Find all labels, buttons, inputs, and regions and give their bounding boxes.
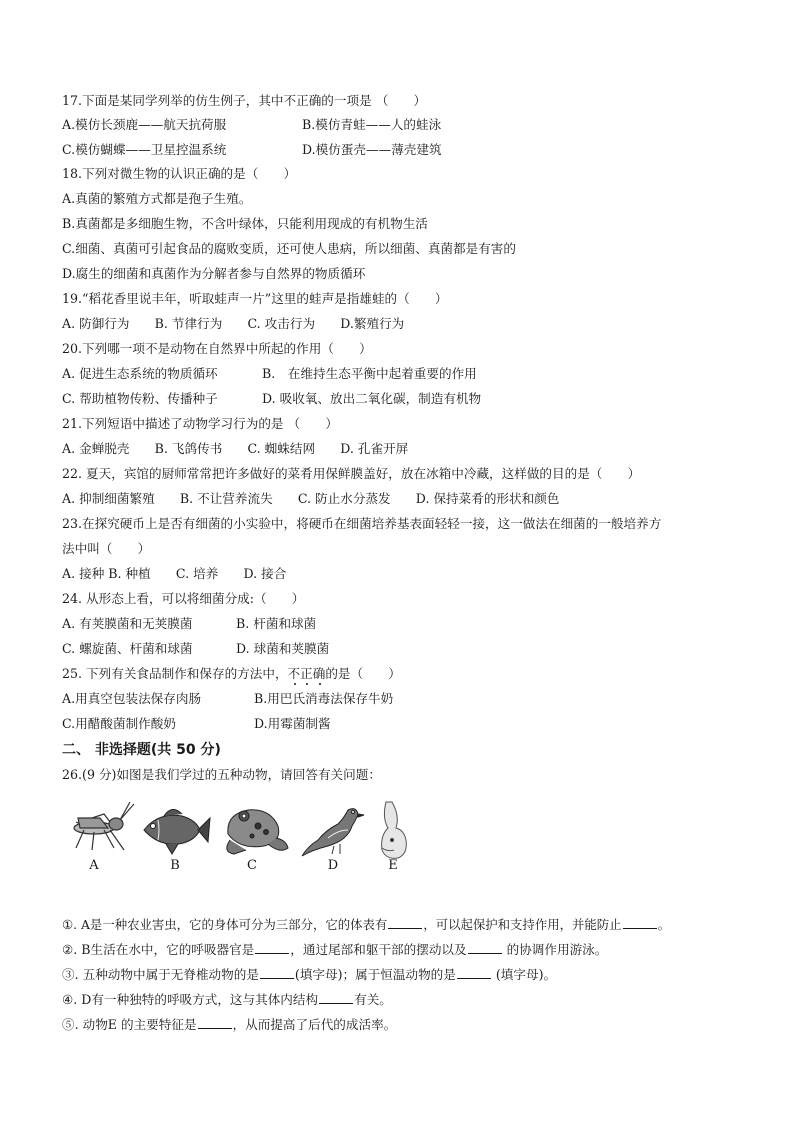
q18-option-d: D.腐生的细菌和真菌作为分解者参与自然界的物质循环 — [62, 266, 366, 281]
q20-stem: 20.下列哪一项不是动物在自然界中所起的作用（ ） — [62, 341, 372, 356]
q26-s4-text-a: ④. D有一种独特的呼吸方式，这与其体内结构 — [62, 992, 319, 1007]
answer-blank[interactable] — [255, 941, 289, 954]
rabbit-figure — [376, 800, 412, 862]
q25-stem-post: 的是（ ） — [325, 666, 401, 681]
q26-stem: 26.(9 分)如图是我们学过的五种动物，请回答有关问题： — [62, 767, 381, 782]
q24-option-a: A. 有荚膜菌和无荚膜菌 — [62, 616, 193, 631]
q26-s2-text-b: ，通过尾部和躯干部的摆动以及 — [290, 942, 467, 957]
answer-blank[interactable] — [198, 1016, 232, 1029]
q25-option-b: B.用巴氏消毒法保存牛奶 — [254, 691, 394, 706]
answer-blank[interactable] — [457, 966, 491, 979]
animal-label-a: A — [89, 858, 99, 873]
q26-subquestion-2 — [62, 941, 607, 959]
animal-label-b: B — [170, 858, 180, 873]
q26-subquestion-5 — [62, 1016, 396, 1034]
q26-s3-text-c: (填字母)。 — [491, 967, 557, 982]
q17-option-b: B.模仿青蛙——人的蛙泳 — [302, 117, 442, 132]
q26-s3-text-b: (填字母)；属于恒温动物的是 — [294, 967, 456, 982]
q23-options: A. 接种 B. 种植 C. 培养 D. 接合 — [62, 566, 287, 581]
q18-stem: 18.下列对微生物的认识正确的是（ ） — [62, 166, 297, 181]
q24-option-c: C. 螺旋菌、杆菌和球菌 — [62, 641, 193, 656]
pigeon-figure — [298, 800, 370, 862]
q26-s1-text-c: 。 — [657, 917, 670, 932]
q26-s3-text-a: ③. 五种动物中属于无脊椎动物的是 — [62, 967, 259, 982]
q17-option-a: A.模仿长颈鹿——航天抗荷服 — [62, 117, 227, 132]
q26-s2-text-c: 的协调作用游泳。 — [502, 942, 608, 957]
q26-s4-text-b: 有关。 — [354, 992, 392, 1007]
q18-option-a: A.真菌的繁殖方式都是孢子生殖。 — [62, 191, 252, 206]
q23-stem-line2: 法中叫（ ） — [62, 541, 151, 556]
q22-options: A. 抑制细菌繁殖 B. 不让营养流失 C. 防止水分蒸发 D. 保持菜肴的形状和颜色 — [62, 491, 560, 506]
q20-option-a: A. 促进生态系统的物质循环 — [62, 366, 218, 381]
q21-options: A. 金蝉脱壳 B. 飞鸽传书 C. 蜘蛛结网 D. 孔雀开屏 — [62, 441, 409, 456]
animal-label-d: D — [327, 858, 339, 873]
answer-blank[interactable] — [319, 991, 353, 1004]
q26-s5-text-a: ⑤. 动物E 的主要特征是 — [62, 1017, 197, 1032]
answer-blank[interactable] — [260, 966, 294, 979]
fish-figure — [138, 800, 212, 858]
q17-option-c: C.模仿蝴蝶——卫星控温系统 — [62, 142, 227, 157]
q22-stem: 22. 夏天，宾馆的厨师常常把许多做好的菜肴用保鲜膜盖好，放在冰箱中冷藏，这样做的目的是（ ） — [62, 466, 641, 481]
q25-option-a: A.用真空包装法保存肉肠 — [62, 691, 202, 706]
q25-stem — [62, 665, 401, 683]
answer-blank[interactable] — [623, 916, 657, 929]
animal-label-c: C — [247, 858, 257, 873]
q26-subquestion-4 — [62, 991, 392, 1009]
answer-blank[interactable] — [468, 941, 502, 954]
q23-stem-line1: 23.在探究硬币上是否有细菌的小实验中，将硬币在细菌培养基表面轻轻一接，这一做法在细菌的一般培养方 — [62, 516, 662, 531]
q21-stem: 21.下列短语中描述了动物学习行为的是 （ ） — [62, 416, 338, 431]
q26-subquestion-1 — [62, 916, 670, 934]
frog-figure — [218, 800, 290, 858]
animal-label-e: E — [388, 858, 398, 873]
q18-option-c: C.细菌、真菌可引起食品的腐败变质，还可使人患病，所以细菌、真菌都是有害的 — [62, 241, 516, 256]
q24-option-b: B. 杆菌和球菌 — [236, 616, 317, 631]
q24-stem: 24. 从形态上看，可以将细菌分成:（ ） — [62, 591, 305, 606]
q20-option-d: D. 吸收氧、放出二氧化碳，制造有机物 — [262, 391, 482, 406]
q18-option-b: B.真菌都是多细胞生物，不含叶绿体，只能利用现成的有机物生活 — [62, 216, 428, 231]
answer-blank[interactable] — [388, 916, 422, 929]
section-title-nonchoice: 二、 非选择题(共 50 分) — [62, 742, 221, 758]
q26-s1-text-a: ①. A是一种农业害虫，它的身体可分为三部分，它的体表有 — [62, 917, 388, 932]
q19-options: A. 防御行为 B. 节律行为 C. 攻击行为 D.繁殖行为 — [62, 316, 405, 331]
q20-option-b: B. 在维持生态平衡中起着重要的作用 — [262, 366, 477, 381]
q26-s2-text-a: ②. B生活在水中，它的呼吸器官是 — [62, 942, 255, 957]
q17-stem: 17.下面是某同学列举的仿生例子，其中不正确的一项是 （ ） — [62, 93, 427, 108]
q25-emphasis-char-1: 不 — [287, 666, 301, 681]
q24-option-d: D. 球菌和荚膜菌 — [236, 641, 330, 656]
q26-s5-text-b: ，从而提高了后代的成活率。 — [232, 1017, 397, 1032]
q25-emphasis-char-2: 正 — [300, 666, 313, 681]
q25-emphasis-char-3: 确 — [312, 666, 326, 681]
q25-option-d: D.用霉菌制酱 — [254, 716, 331, 731]
q19-stem: 19.“稻花香里说丰年，听取蛙声一片”这里的蛙声是指雄蛙的（ ） — [62, 291, 448, 306]
q25-option-c: C.用醋酸菌制作酸奶 — [62, 716, 176, 731]
grasshopper-figure — [64, 800, 136, 856]
q20-option-c: C. 帮助植物传粉、传播种子 — [62, 391, 218, 406]
q17-option-d: D.模仿蛋壳——薄壳建筑 — [302, 142, 442, 157]
q26-s1-text-b: ，可以起保护和支持作用，并能防止 — [423, 917, 622, 932]
q25-stem-pre: 25. 下列有关食品制作和保存的方法中， — [62, 666, 288, 681]
q26-subquestion-3 — [62, 966, 556, 984]
